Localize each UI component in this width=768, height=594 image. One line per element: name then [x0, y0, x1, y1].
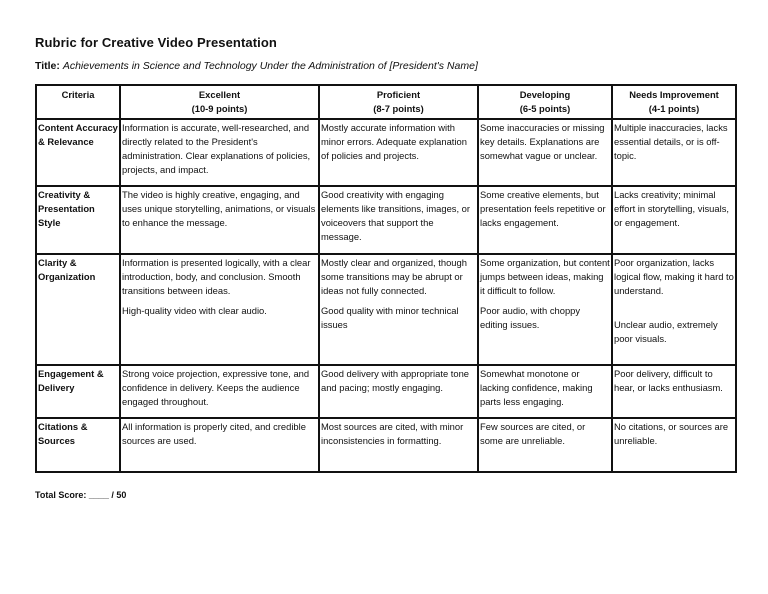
header-criteria	[36, 85, 120, 119]
cell-text: Some organization, but content jumps between ideas, making it difficult to follow.	[480, 257, 610, 296]
developing-cell	[478, 365, 612, 418]
proficient-cell	[319, 418, 478, 472]
cell-text: Information is presented logically, with a clear introduction, body, and conclusion. Smooth transitions between ideas.	[122, 257, 311, 296]
header-points: (10-9 points)	[191, 103, 248, 114]
cell-text: No citations, or sources are unreliable.	[614, 421, 729, 446]
needs-improvement-cell	[612, 119, 736, 186]
cell-text: Some inaccuracies or missing key details. Explanations are somewhat vague or unclear.	[480, 122, 605, 161]
header-developing	[478, 85, 612, 119]
criteria-cell: Clarity & Organization	[36, 254, 120, 365]
developing-cell	[478, 254, 612, 365]
cell-text: Most sources are cited, with minor inconsistencies in formatting.	[321, 421, 464, 446]
needs-improvement-cell	[612, 186, 736, 254]
header-points: (8-7 points)	[373, 103, 424, 114]
cell-text: Poor audio, with choppy editing issues.	[480, 305, 581, 330]
document-subtitle	[35, 60, 478, 72]
criteria-cell: Content Accuracy & Relevance	[36, 119, 120, 186]
header-label: Needs Improvement	[629, 89, 719, 100]
table-row	[36, 186, 736, 254]
header-proficient	[319, 85, 478, 119]
proficient-cell	[319, 254, 478, 365]
cell-text: Unclear audio, extremely poor visuals.	[614, 319, 718, 344]
cell-text: Multiple inaccuracies, lacks essential details, or is off-topic.	[614, 122, 728, 161]
header-points: (4-1 points)	[648, 103, 700, 114]
table-row	[36, 254, 736, 365]
cell-text: Some creative elements, but presentation feels repetitive or lacks engagement.	[480, 189, 606, 228]
cell-text: Strong voice projection, expressive tone, and confidence in delivery. Keeps the audience engaged throughout.	[122, 368, 310, 407]
rubric-table	[35, 84, 737, 473]
developing-cell	[478, 119, 612, 186]
excellent-cell	[120, 254, 319, 365]
table-row	[36, 119, 736, 186]
cell-text: Few sources are cited, or some are unreliable.	[480, 421, 586, 446]
criteria-cell: Engagement & Delivery	[36, 365, 120, 418]
excellent-cell	[120, 119, 319, 186]
header-label: Developing	[519, 89, 571, 100]
proficient-cell	[319, 365, 478, 418]
header-label: Excellent	[198, 89, 241, 100]
cell-text: Information is accurate, well-researched, and directly related to the President's administration. Clear explanations of policies, projects, and impact.	[122, 122, 311, 175]
header-excellent	[120, 85, 319, 119]
header-label: Criteria	[61, 89, 95, 100]
header-row	[36, 85, 736, 119]
cell-text: Somewhat monotone or lacking confidence, making parts less engaging.	[480, 368, 593, 407]
criteria-cell: Creativity & Presentation Style	[36, 186, 120, 254]
needs-improvement-cell	[612, 365, 736, 418]
cell-text: The video is highly creative, engaging, and uses unique storytelling, animations, or visuals to enhance the message.	[122, 189, 316, 228]
developing-cell	[478, 418, 612, 472]
cell-text: Good delivery with appropriate tone and pacing; mostly engaging.	[321, 368, 470, 393]
header-needs-improvement	[612, 85, 736, 119]
header-points: (6-5 points)	[519, 103, 571, 114]
header-label: Proficient	[376, 89, 421, 100]
table-row	[36, 365, 736, 418]
criteria-cell: Citations & Sources	[36, 418, 120, 472]
cell-text: Good creativity with engaging elements like transitions, images, or voiceovers that support the message.	[321, 189, 471, 242]
excellent-cell	[120, 418, 319, 472]
total-score: Total Score: ____ / 50	[35, 490, 127, 500]
excellent-cell	[120, 186, 319, 254]
cell-text: High-quality video with clear audio.	[122, 305, 267, 316]
cell-text: Poor organization, lacks logical flow, making it hard to understand.	[614, 257, 734, 296]
developing-cell	[478, 186, 612, 254]
needs-improvement-cell	[612, 418, 736, 472]
cell-text: All information is properly cited, and credible sources are used.	[122, 421, 306, 446]
cell-text: Lacks creativity; minimal effort in storytelling, visuals, or engagement.	[614, 189, 729, 228]
page-title: Rubric for Creative Video Presentation	[35, 35, 277, 50]
cell-text: Good quality with minor technical issues	[321, 305, 459, 330]
cell-text: Mostly accurate information with minor errors. Adequate explanation of policies and projects.	[321, 122, 467, 161]
needs-improvement-cell	[612, 254, 736, 365]
subtitle-value: Achievements in Science and Technology Under the Administration of [President's Name]	[62, 60, 478, 72]
excellent-cell	[120, 365, 319, 418]
cell-text: Mostly clear and organized, though some transitions may be abrupt or ideas not fully connected.	[321, 257, 467, 296]
table-row	[36, 418, 736, 472]
proficient-cell	[319, 119, 478, 186]
subtitle-label: Title:	[35, 60, 60, 72]
proficient-cell	[319, 186, 478, 254]
cell-text: Poor delivery, difficult to hear, or lacks enthusiasm.	[614, 368, 723, 393]
